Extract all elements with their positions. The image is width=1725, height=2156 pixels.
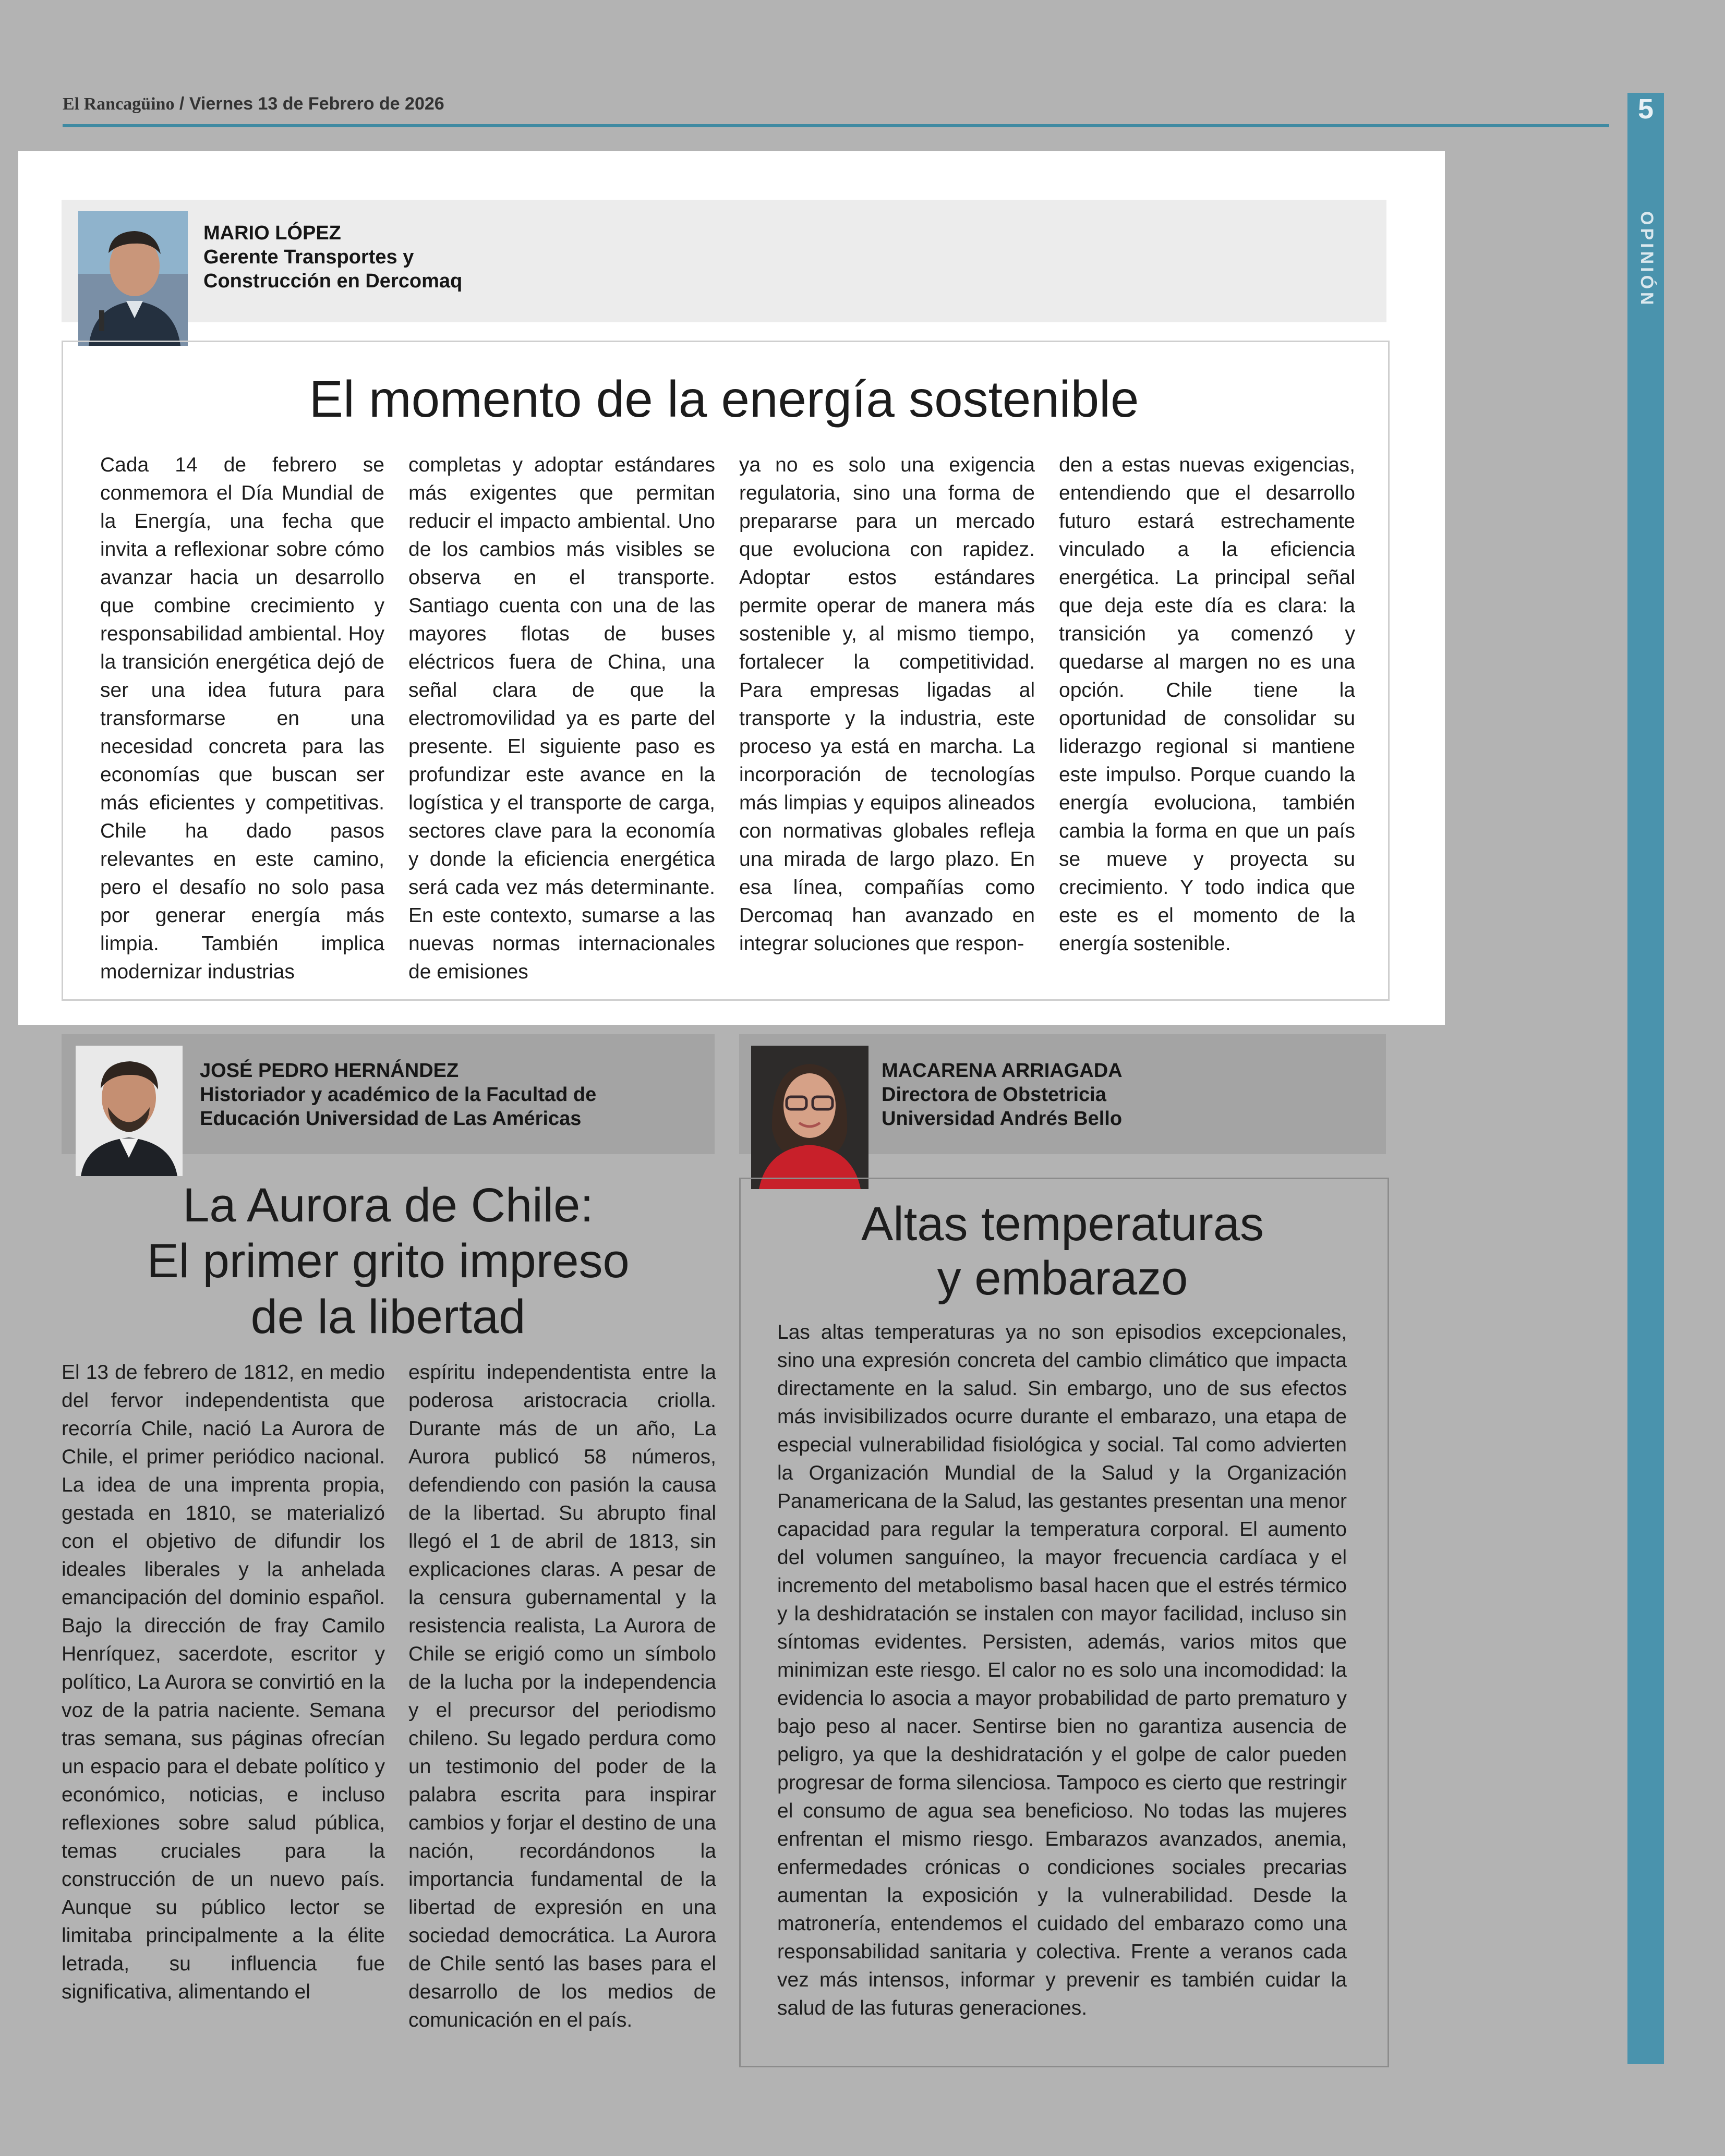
author-role-line-2: Construcción en Dercomaq (203, 270, 463, 292)
publication-name: El Rancagüino (63, 94, 175, 114)
section-sidebar (1627, 93, 1664, 2064)
author-info (203, 221, 462, 293)
article-title-line-3: de la libertad (250, 1290, 526, 1343)
article-title-line-2: y embarazo (937, 1252, 1188, 1305)
author-name: MACARENA ARRIAGADA (882, 1060, 1123, 1082)
article-title (739, 1197, 1386, 1305)
article-column-1: Cada 14 de febrero se conmemora el Día Mundial de la Energía, una fecha que invita a reflexionar sobre cómo avanzar hacia un desarrollo que combine crecimiento y responsabilidad ambiental. Hoy la transición energética dejó de ser una idea futura para transformarse en una necesidad concreta para las economías que buscan ser más eficientes y competitivas. Chile ha dado pasos relevantes en este camino, pero el desafío no solo pasa por generar energía más limpia. También implica modernizar industrias (100, 454, 384, 983)
header-rule (63, 124, 1609, 127)
page-number: 5 (1637, 93, 1654, 125)
author-info (200, 1059, 596, 1131)
author-info (882, 1059, 1123, 1131)
page-header (63, 94, 444, 114)
article-column-2: espíritu independentista entre la poderosa aristocracia criolla. Durante más de un año, La Aurora publicó 58 números, defendiendo con pasión la causa de la libertad. Su abrupto final llegó el 1 de abril de 1813, sin explicaciones claras. A pesar de la censura gubernamental y la resistencia realista, La Aurora de Chile se erigió como un símbolo de la lucha por la independencia y el precursor del periodismo chileno. Su legado perdura como un testimonio del poder de la palabra escrita para inspirar cambios y forjar el destino de una nación, recordándonos la importancia fundamental de la libertad de expresión en una sociedad democrática. La Aurora de Chile sentó las bases para el desarrollo de los medios de comunicación en el país. (408, 1361, 716, 2031)
article-title: El momento de la energía sostenible (309, 370, 1139, 428)
article-column-1: El 13 de febrero de 1812, en medio del fervor independentista que recorría Chile, nació La Aurora de Chile, el primer periódico nacional. La idea de una imprenta propia, gestada en 1810, se materializó con el objetivo de difundir los ideales liberales y la anhelada emancipación del dominio español. Bajo la dirección de fray Camilo Henríquez, sacerdote, escritor y político, La Aurora se convirtió en la voz de la patria naciente. Semana tras semana, sus páginas ofrecían un espacio para el debate político y económico, noticias, e incluso reflexiones sobre salud pública, temas cruciales para la construcción de un nuevo país. Aunque su público lector se limitaba principalmente a la élite letrada, su influencia fue significativa, alimentando el (62, 1361, 385, 2003)
article-title (62, 1178, 715, 1345)
article-title-line-2: El primer grito impreso (147, 1234, 630, 1288)
author-photo (78, 211, 188, 346)
author-role-line-1: Gerente Transportes y (203, 246, 414, 268)
article-column-1: Las altas temperaturas ya no son episodios excepcionales, sino una expresión concreta del cambio climático que impacta directamente en la salud. Sin embargo, uno de sus efectos más invisibilizados ocurre durante el embarazo, una etapa de especial vulnerabilidad fisiológica y social. Tal como advierten la Organización Mundial de la Salud y la Organización Panamericana de la Salud, las gestantes presentan una menor capacidad para regular la temperatura corporal. El aumento del volumen sanguíneo, la mayor frecuencia cardíaca y el incremento del metabolismo basal hacen que el estrés térmico y la deshidratación se instalen con mayor facilidad, incluso sin síntomas evidentes. Persisten, además, varios mitos que minimizan este riesgo. El calor no es solo una incomodidad: la evidencia lo asocia a mayor probabilidad de parto prematuro y bajo peso al nacer. Sentirse bien no garantiza ausencia de peligro, ya que la deshidratación y el golpe de calor pueden progresar de forma silenciosa. Tampoco es cierto que restringir el consumo de agua sea beneficioso. No todas las mujeres enfrentan el mismo riesgo. Embarazos avanzados, anemia, enfermedades crónicas o condiciones sociales precarias aumentan la exposición y la vulnerabilidad. Desde la matronería, entendemos el cuidado del embarazo como una responsabilidad sanitaria y colectiva. Frente a veranos cada vez más intensos, informar y prevenir es también cuidar la salud de las futuras generaciones. (777, 1321, 1347, 2019)
author-role-line-2: Universidad Andrés Bello (882, 1108, 1123, 1130)
author-photo (76, 1046, 183, 1176)
author-role-line-1: Historiador y académico de la Facultad de (200, 1084, 597, 1106)
article-column-3: ya no es solo una exigencia regulatoria, sino una forma de prepararse para un mercado que evoluciona con rapidez. Adoptar estos estándares permite operar de manera más sostenible y, al mismo tiempo, fortalecer la competitividad. Para empresas ligadas al transporte y la industria, este proceso ya está en marcha. La incorporación de tecnologías más limpias y equipos alineados con normativas globales refleja una mirada de largo plazo. En esa línea, compañías como Dercomaq han avanzado en integrar soluciones que respon- (739, 454, 1035, 955)
issue-date: Viernes 13 de Febrero de 2026 (189, 94, 444, 114)
section-label (1631, 211, 1662, 258)
article-title-line-1: La Aurora de Chile: (183, 1179, 594, 1232)
article-column-2: completas y adoptar estándares más exigentes que permitan reducir el impacto ambiental. Uno de los cambios más visibles se observa en el transporte. Santiago cuenta con una de las mayores flotas de buses eléctricos fuera de China, una señal clara de que la electromovilidad ya es parte del presente. El siguiente paso es profundizar este avance en la logística y el transporte de carga, sectores clave para la economía y donde la eficiencia energética será cada vez más determinante. En este contexto, sumarse a las nuevas normas internacionales de emisiones (408, 454, 715, 983)
author-name: MARIO LÓPEZ (203, 222, 341, 244)
author-photo (751, 1046, 868, 1189)
header-separator: / (179, 94, 185, 114)
author-name: JOSÉ PEDRO HERNÁNDEZ (200, 1060, 459, 1082)
article-column-4: den a estas nuevas exigencias, entendiendo que el desarrollo futuro estará estrechamente vinculado a la eficiencia energética. La principal señal que deja este día es clara: la transición ya comenzó y quedarse al margen no es una opción. Chile tiene la oportunidad de consolidar su liderazgo regional si mantiene este impulso. Porque cuando la energía evoluciona, también cambia la forma en que un país se mueve y proyecta su crecimiento. Y todo indica que este es el momento de la energía sostenible. (1059, 454, 1355, 955)
author-role-line-1: Directora de Obstetricia (882, 1084, 1106, 1106)
author-role-line-2: Educación Universidad de Las Américas (200, 1108, 582, 1130)
article-title-line-1: Altas temperaturas (861, 1197, 1264, 1251)
